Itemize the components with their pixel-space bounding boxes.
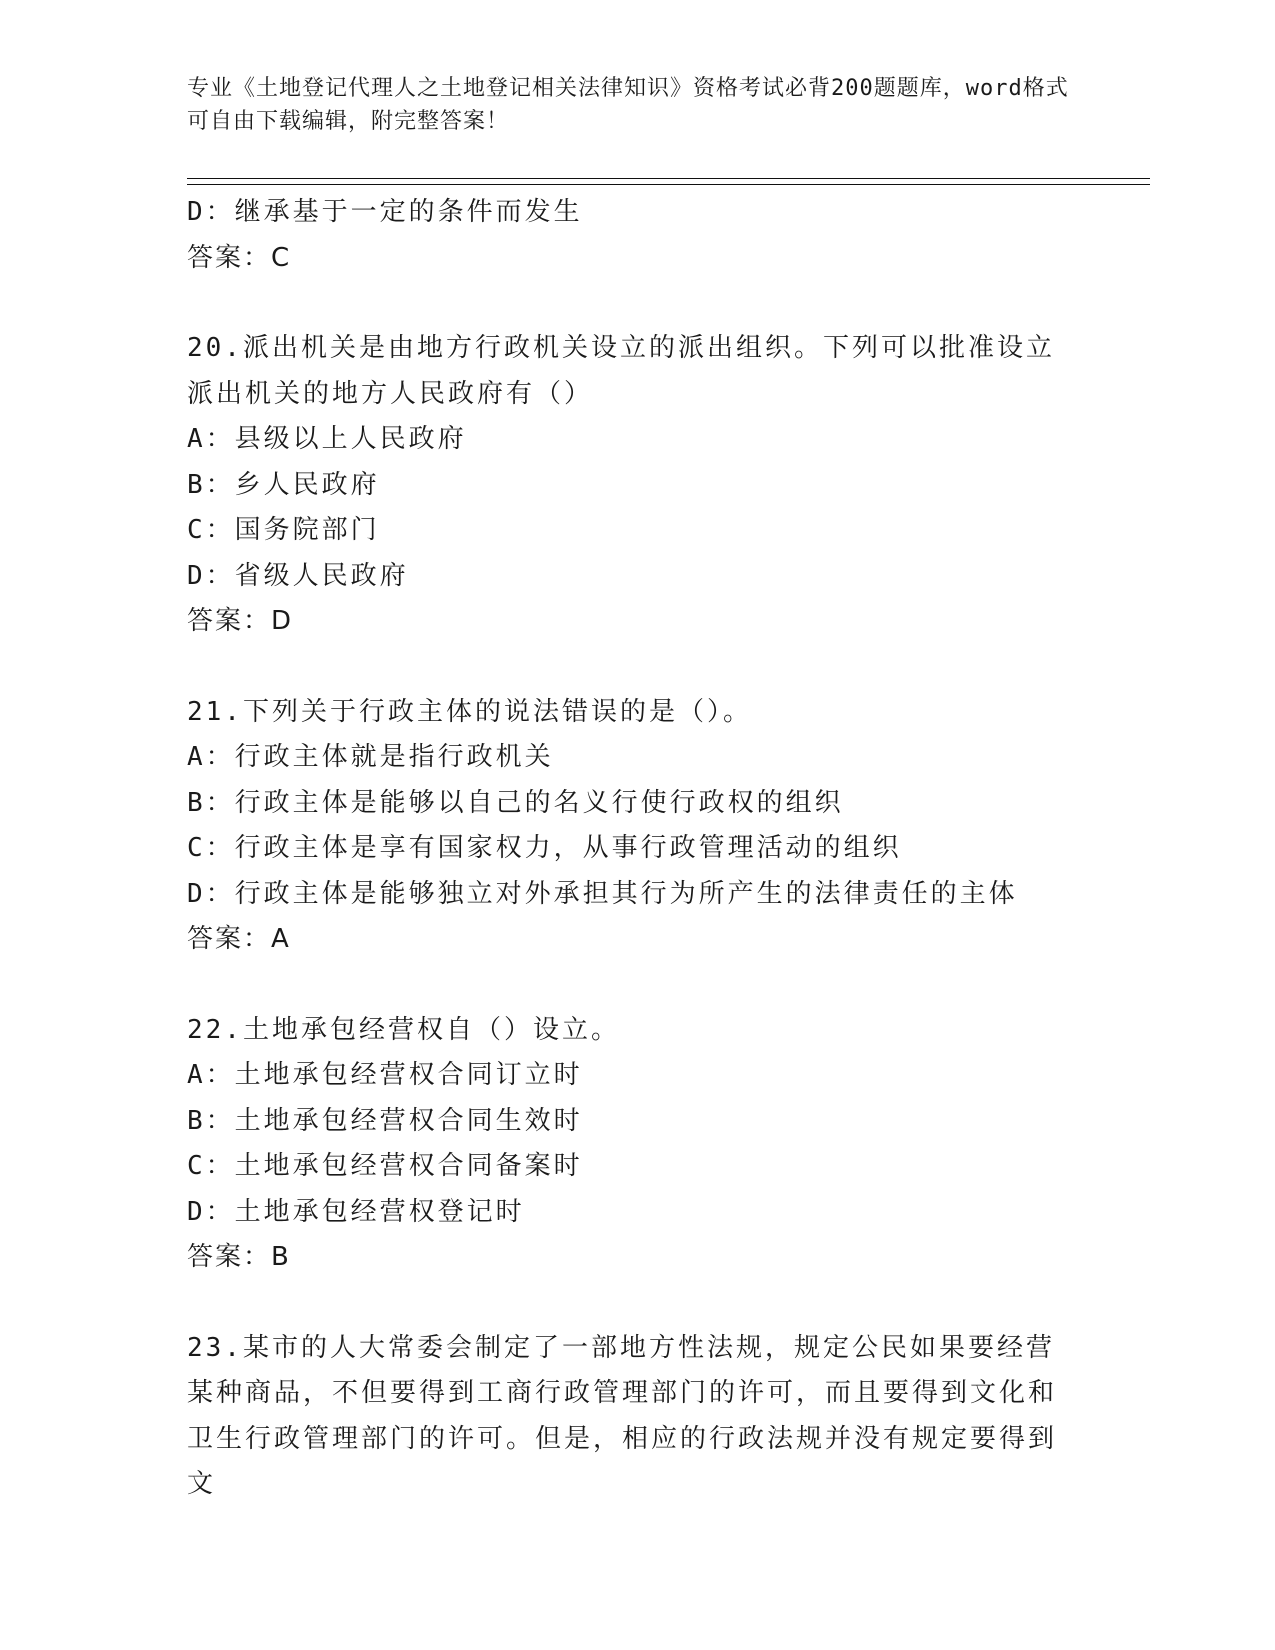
option-b: B：乡人民政府 bbox=[187, 469, 380, 500]
question-text: 22.土地承包经营权自（）设立。 bbox=[187, 1014, 620, 1045]
option-d: D：土地承包经营权登记时 bbox=[187, 1196, 525, 1227]
option-c: C：行政主体是享有国家权力，从事行政管理活动的组织 bbox=[187, 833, 902, 863]
answer-line: 答案：C bbox=[187, 242, 292, 273]
answer-line: 答案：D bbox=[187, 606, 294, 636]
question-block bbox=[187, 1326, 1067, 1508]
option-c: C：国务院部门 bbox=[187, 515, 380, 545]
question-text: 21.下列关于行政主体的说法错误的是（）。 bbox=[187, 696, 752, 727]
option-a: A：县级以上人民政府 bbox=[187, 424, 467, 454]
question-block bbox=[187, 326, 1067, 645]
option-b: B：行政主体是能够以自己的名义行使行政权的组织 bbox=[187, 787, 844, 818]
option-d: D：行政主体是能够独立对外承担其行为所产生的法律责任的主体 bbox=[187, 878, 1018, 909]
option-a: A：土地承包经营权合同订立时 bbox=[187, 1060, 583, 1090]
document-body bbox=[187, 190, 1067, 1508]
question-block bbox=[187, 690, 1067, 963]
option-d: D：省级人民政府 bbox=[187, 560, 409, 591]
answer-line: 答案：B bbox=[187, 1242, 291, 1272]
option-a: A：行政主体就是指行政机关 bbox=[187, 742, 554, 772]
question-block bbox=[187, 1008, 1067, 1281]
question-text: 23.某市的人大常委会制定了一部地方性法规，规定公民如果要经营某种商品，不但要得到工商行政管理部门的许可，而且要得到文化和卫生行政管理部门的许可。但是，相应的行政法规并没有规定要得到文 bbox=[187, 1332, 1058, 1499]
answer-line: 答案：A bbox=[187, 924, 291, 954]
option-b: B：土地承包经营权合同生效时 bbox=[187, 1105, 583, 1136]
question-text: 20.派出机关是由地方行政机关设立的派出组织。下列可以批准设立派出机关的地方人民政府有（） bbox=[187, 333, 1055, 409]
header-divider bbox=[187, 178, 1150, 185]
option-c: C：土地承包经营权合同备案时 bbox=[187, 1151, 583, 1181]
document-header: 专业《土地登记代理人之土地登记相关法律知识》资格考试必背200题题库，word格式可自由下载编辑，附完整答案！ bbox=[187, 76, 1069, 134]
option-d: D：继承基于一定的条件而发生 bbox=[187, 197, 583, 227]
